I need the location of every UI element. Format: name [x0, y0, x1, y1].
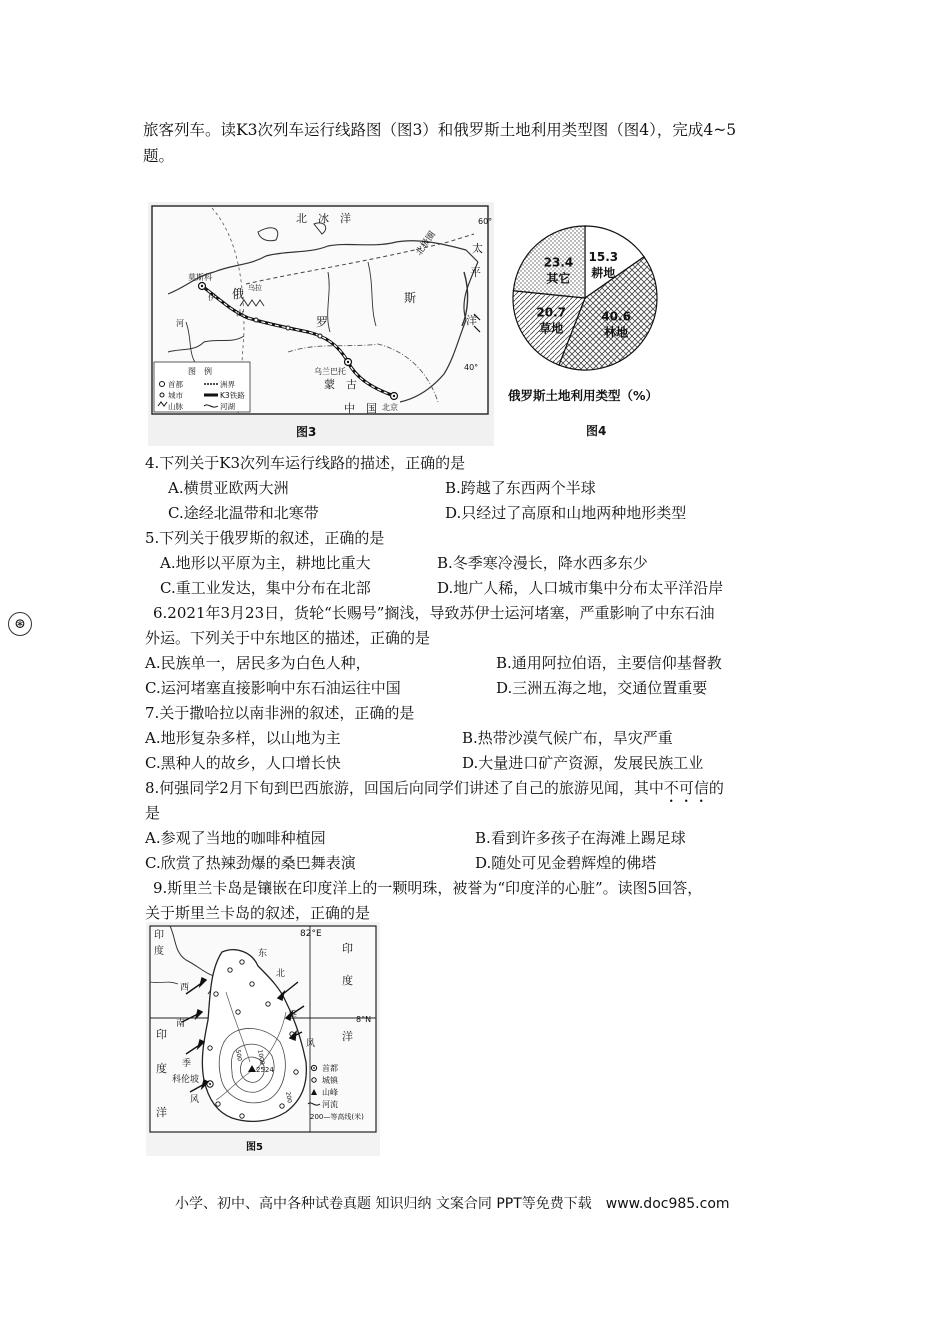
lat-60-label: 60°: [478, 217, 493, 226]
russia-label-2: 罗: [316, 315, 329, 329]
q4-stem: 4.下列关于K3次列车运行线路的描述，正确的是: [145, 454, 466, 472]
legend-capital: 首都: [322, 1064, 338, 1073]
pacific-label-2: 平: [470, 266, 481, 279]
q5-option-c: C.重工业发达，集中分布在北部: [160, 579, 371, 597]
pie-value-label: 15.3: [588, 249, 619, 264]
wind-east-label: 风: [306, 1039, 316, 1049]
q5-option-a: A.地形以平原为主，耕地比重大: [160, 554, 371, 572]
peak-elevation: 2524: [256, 1066, 274, 1074]
q7-stem: 7.关于撒哈拉以南非洲的叙述，正确的是: [145, 704, 415, 722]
pie-chart-title: 俄罗斯土地利用类型（%）: [508, 388, 659, 403]
legend-city: 城市: [168, 391, 183, 400]
arctic-circle-label: 北极圈: [414, 229, 438, 258]
q8-option-b: B.看到许多孩子在海滩上踢足球: [475, 829, 686, 847]
ural-label-2: 乌拉: [248, 284, 262, 292]
q6-option-d: D.三洲五海之地，交通位置重要: [496, 679, 708, 697]
q7-option-b: B.热带沙漠气候广布，旱灾严重: [462, 729, 673, 747]
fig3-legend: [154, 362, 250, 412]
latitude-label: 8°N: [356, 1015, 372, 1024]
east-label: 东: [258, 949, 268, 959]
pie-category-label: 耕地: [591, 265, 616, 280]
contour-500-label: 500: [234, 1049, 243, 1062]
legend-peak: 山峰: [322, 1088, 338, 1097]
legend-railway: K3铁路: [220, 391, 245, 400]
mongolia-label: 蒙 古: [324, 378, 357, 391]
legend-capital: 首都: [168, 380, 183, 389]
pacific-label-3: 洋: [466, 314, 477, 327]
q6-option-b: B.通用阿拉伯语，主要信仰基督教: [496, 654, 722, 672]
q4-option-a: A.横贯亚欧两大洲: [168, 479, 289, 497]
city-marker: [318, 334, 322, 338]
city-marker: [254, 318, 258, 322]
legend-city-symbol: [160, 393, 164, 397]
side-seal-icon: ⊛: [8, 612, 32, 636]
moscow-label: 莫斯科: [188, 273, 212, 282]
q8-stem-line-2: 是: [145, 804, 161, 822]
russia-label-1: 俄: [232, 287, 245, 301]
pie-category-label: 林地: [604, 325, 629, 340]
legend-river-lake: 河湖: [220, 402, 235, 411]
colombo-dot: [209, 1083, 211, 1085]
pie-category-label: 草地: [539, 321, 564, 336]
intro-line-1: 旅客列车。读K3次列车运行线路图（图3）和俄罗斯土地利用类型图（图4），完成4~5: [143, 121, 737, 139]
indian-ocean-e-1: 印: [342, 942, 353, 955]
beijing-label: 北京: [382, 403, 398, 412]
q5-option-b: B.冬季寒冷漫长，降水西多东少: [437, 554, 648, 572]
colombo-label: 科伦坡: [172, 1075, 200, 1085]
q6-stem-line-2: 外运。下列关于中东地区的描述，正确的是: [145, 629, 431, 647]
contour-1000-label: 1000: [256, 1049, 266, 1066]
south-label: 南: [176, 1019, 186, 1029]
arctic-ocean-label: 北 冰 洋: [296, 212, 351, 225]
west-label: 西: [180, 983, 190, 993]
pie-category-label: 其它: [546, 271, 571, 286]
q8-stem-post: 的: [708, 779, 724, 797]
legend-town: 城镇: [322, 1076, 338, 1085]
season-east-label: 季: [288, 1011, 298, 1021]
figure-3-caption: 图3: [296, 425, 317, 439]
indian-ocean-w-3: 洋: [156, 1106, 167, 1119]
q8-stem-emphasis: 不可信: [663, 779, 709, 797]
legend-river: 河流: [322, 1100, 338, 1109]
ural-label: 山: [236, 309, 244, 318]
river-label: 河: [176, 319, 184, 328]
legend-title: 图 例: [188, 367, 212, 376]
india-label-2: 度: [154, 946, 164, 957]
pacific-label-1: 太: [472, 242, 483, 255]
ulaanbaatar-label: 乌兰巴托: [314, 367, 346, 376]
legend-contour: 200—等高线(米): [310, 1113, 364, 1121]
wind-west-label: 风: [190, 1095, 200, 1105]
season-west-label: 季: [182, 1059, 192, 1069]
q8-option-d: D.随处可见金碧辉煌的佛塔: [475, 854, 657, 872]
q8-option-c: C.欣赏了热辣劲爆的桑巴舞表演: [145, 854, 356, 872]
figure-5-caption: 图5: [246, 1142, 263, 1153]
china-label: 中 国: [344, 402, 377, 415]
city-marker: [286, 326, 290, 330]
q7-option-a: A.地形复杂多样，以山地为主: [145, 729, 341, 747]
pie-value-label: 20.7: [536, 305, 567, 320]
q7-option-d: D.大量进口矿产资源，发展民族工业: [462, 754, 704, 772]
figure-4-caption: 图4: [586, 424, 607, 438]
q9-stem-line-2: 关于斯里兰卡岛的叙述，正确的是: [145, 904, 371, 922]
volga-label: 伊: [208, 293, 216, 302]
legend-mountain: 山脉: [168, 402, 183, 411]
lat-40-label: 40°: [464, 363, 479, 372]
legend-capital-symbol: [160, 382, 165, 387]
q8-stem-pre: 8.何强同学2月下旬到巴西旅游，回国后向同学们讲述了自己的旅游见闻，其中: [145, 779, 664, 797]
figure-3-route-map: [148, 202, 494, 446]
q7-option-c: C.黑种人的故乡，人口增长快: [145, 754, 341, 772]
q8-stem-line-1: [145, 777, 724, 806]
contour-200-label: 200: [284, 1091, 293, 1104]
pie-slices: [513, 226, 657, 370]
q4-option-d: D.只经过了高原和山地两种地形类型: [445, 504, 687, 522]
legend-continent-border: 洲界: [220, 380, 235, 389]
russia-label-3: 斯: [404, 291, 417, 305]
q5-stem: 5.下列关于俄罗斯的叙述，正确的是: [145, 529, 385, 547]
q8-option-a: A.参观了当地的咖啡种植园: [145, 829, 326, 847]
q4-option-b: B.跨越了东西两个半球: [445, 479, 596, 497]
indian-ocean-w-2: 度: [156, 1062, 167, 1075]
ulaanbaatar-dot: [347, 361, 349, 363]
indian-ocean-e-3: 洋: [342, 1030, 353, 1043]
figure-5-sri-lanka-map: [146, 922, 380, 1156]
pie-value-label: 23.4: [543, 255, 574, 270]
intro-line-2: 题。: [143, 147, 175, 165]
q6-stem-line-1: 6.2021年3月23日，货轮“长赐号”搁浅，导致苏伊士运河堵塞，严重影响了中东石油: [153, 604, 715, 622]
pie-value-label: 40.6: [601, 309, 631, 324]
north-label: 北: [276, 969, 286, 979]
indian-ocean-e-2: 度: [342, 974, 353, 987]
moscow-dot: [201, 285, 203, 287]
india-label-1: 印: [154, 930, 164, 941]
q9-stem-line-1: 9.斯里兰卡岛是镶嵌在印度洋上的一颗明珠，被誉为“印度洋的心脏”。读图5回答，: [153, 879, 703, 897]
indian-ocean-w-1: 印: [156, 1028, 167, 1041]
figure-4-pie-chart: [500, 210, 696, 444]
legend-capital-dot: [313, 1067, 315, 1069]
legend-town-symbol: [312, 1078, 316, 1082]
q4-option-c: C.途经北温带和北寒带: [168, 504, 319, 522]
beijing-dot: [393, 395, 395, 397]
footer-text: 小学、初中、高中各种试卷真题 知识归纳 文案合同 PPT等免费下载 www.doc985.com: [175, 1196, 730, 1212]
longitude-label: 82°E: [300, 929, 322, 939]
q6-option-c: C.运河堵塞直接影响中东石油运往中国: [145, 679, 401, 697]
q6-option-a: A.民族单一，居民多为白色人种，: [145, 654, 371, 672]
q5-option-d: D.地广人稀，人口城市集中分布太平洋沿岸: [437, 579, 724, 597]
